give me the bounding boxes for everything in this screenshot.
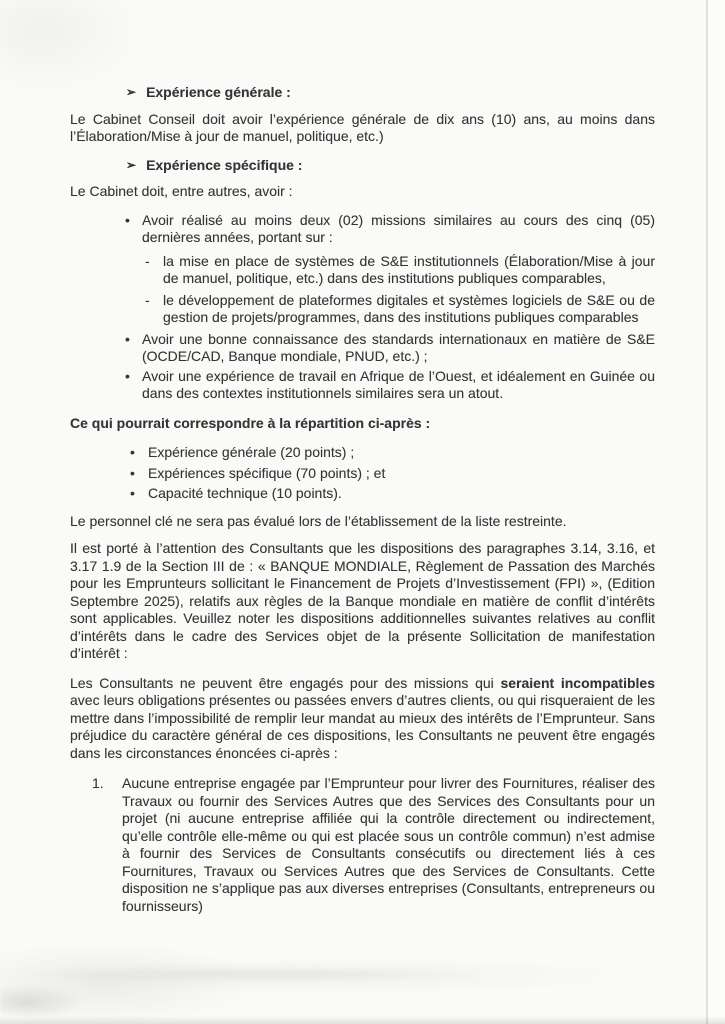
list-item bbox=[70, 292, 655, 327]
page-edge-shadow bbox=[706, 0, 708, 1024]
list-item-text: Expériences spécifique (70 points) ; et bbox=[148, 464, 386, 481]
list-item-text: Capacité technique (10 points). bbox=[148, 485, 342, 501]
repartition-list bbox=[70, 444, 655, 503]
bullet-icon: • bbox=[125, 367, 130, 384]
requirements-list bbox=[70, 212, 655, 403]
list-item-text: la mise en place de systèmes de S&E institutionnels (Élaboration/Mise à jour de manuel, politique, etc.) dans des institutions publiques comparables, bbox=[163, 252, 655, 286]
bullet-icon: • bbox=[130, 444, 135, 460]
numbered-item-1 bbox=[70, 775, 655, 915]
bullet-icon: • bbox=[125, 330, 130, 347]
list-item bbox=[70, 212, 655, 247]
numbered-item-1-number: 1. bbox=[92, 775, 104, 791]
heading-repartition: Ce qui pourrait correspondre à la répartition ci-après : bbox=[70, 414, 431, 431]
list-item-text: Avoir une bonne connaissance des standards internationaux en matière de S&E (OCDE/CAD, Banque mondiale, PNUD, etc.) ; bbox=[142, 330, 655, 364]
list-item bbox=[70, 368, 655, 403]
heading-experience-specifique bbox=[126, 157, 655, 175]
bullet-icon: • bbox=[130, 485, 135, 501]
paragraph-world-bank-provisions: Il est porté à l’attention des Consultants que les dispositions des paragraphes 3.14, 3.16, et 3.17 1.9 de la Section III de : « BANQUE MONDIALE, Règlement de Passation des Marchés pour les Emprunteurs sollicitant le Financement de Projets d’Investissement (FPI) », (Edition Septembre 2025), relatifs aux règles de la Banque mondiale en matière de conflit d’intérêts sont applicables. Veuillez noter les dispositions additionnelles suivantes relatives au conflit d’intérêts dans le cadre des Services objet de la présente Sollicitation de manifestation d’intérêt : bbox=[70, 540, 655, 661]
conflict-text-post: avec leurs obligations présentes ou passées envers d’autres clients, ou qui risqueraient de les mettre dans l’impossibilité de remplir leur mandat au mieux des intérêts de l’Emprunteur. Sans préjudice du caractère général de ces dispositions, les Consultants ne peuvent être engagés dans les circonstances énoncées ci-après : bbox=[70, 692, 655, 761]
scan-smudge bbox=[40, 966, 640, 982]
arrow-bullet-icon: ➢ bbox=[126, 157, 137, 172]
list-item-text: Avoir une expérience de travail en Afrique de l’Ouest, et idéalement en Guinée ou dans des contextes institutionnels similaires sera un atout. bbox=[142, 367, 655, 401]
dash-icon: - bbox=[145, 291, 150, 308]
corner-scan-blot bbox=[0, 982, 130, 1016]
arrow-bullet-icon: ➢ bbox=[126, 85, 137, 99]
paragraph-personnel-note: Le personnel clé ne sera pas évalué lors de l’établissement de la liste restreinte. bbox=[70, 512, 567, 529]
page-edge-strip bbox=[708, 0, 725, 1024]
list-item bbox=[70, 253, 655, 288]
bottom-edge-shadow bbox=[0, 1016, 725, 1024]
conflict-text-pre: Les Consultants ne peuvent être engagés pour des missions qui bbox=[70, 674, 501, 691]
requirements-sublist bbox=[70, 253, 655, 327]
numbered-item-1-text: Aucune entreprise engagée par l’Emprunteur pour livrer des Fournitures, réaliser des Travaux ou fournir des Services Autres que des Services des Consultants pour un projet (ni aucune entreprise affiliée qui la contrôle directement ou indirectement, qu’elle contrôle elle-même ou qui est placée sous un contrôle commun) n’est admise à fournir des Services de Consultants consécutifs ou directement liés à ces Fournitures, Travaux ou Services Autres que des Services de Consultants. Cette disposition ne s’applique pas aux diverses entreprises (Consultants, entrepreneurs ou fournisseurs) bbox=[122, 775, 655, 914]
paragraph-conflict-of-interest bbox=[70, 675, 655, 763]
list-item bbox=[70, 485, 655, 503]
list-item-text: le développement de plateformes digitales et systèmes logiciels de S&E ou de gestion de projets/programmes, dans des institutions publiques comparables bbox=[163, 291, 655, 325]
heading-experience-specifique-label: Expérience spécifique : bbox=[146, 156, 303, 173]
paragraph-specific-intro: Le Cabinet doit, entre autres, avoir : bbox=[70, 183, 293, 199]
bullet-icon: • bbox=[125, 211, 130, 228]
list-item bbox=[70, 444, 655, 462]
heading-experience-generale-label: Expérience générale : bbox=[146, 84, 291, 100]
conflict-text-bold: seraient incompatibles bbox=[500, 674, 655, 691]
bullet-icon: • bbox=[130, 464, 135, 481]
list-item-text: Expérience générale (20 points) ; bbox=[148, 444, 355, 460]
dash-icon: - bbox=[145, 252, 150, 269]
list-item-text: Avoir réalisé au moins deux (02) missions similaires au cours des cinq (05) dernières années, portant sur : bbox=[142, 211, 655, 245]
list-item bbox=[70, 465, 655, 483]
list-item bbox=[70, 331, 655, 366]
paragraph-general-experience: Le Cabinet Conseil doit avoir l’expérience générale de dix ans (10) ans, au moins dans l’Élaboration/Mise à jour de manuel, politique, etc.) bbox=[70, 110, 655, 144]
document-content bbox=[70, 84, 655, 915]
heading-experience-generale bbox=[126, 84, 655, 102]
